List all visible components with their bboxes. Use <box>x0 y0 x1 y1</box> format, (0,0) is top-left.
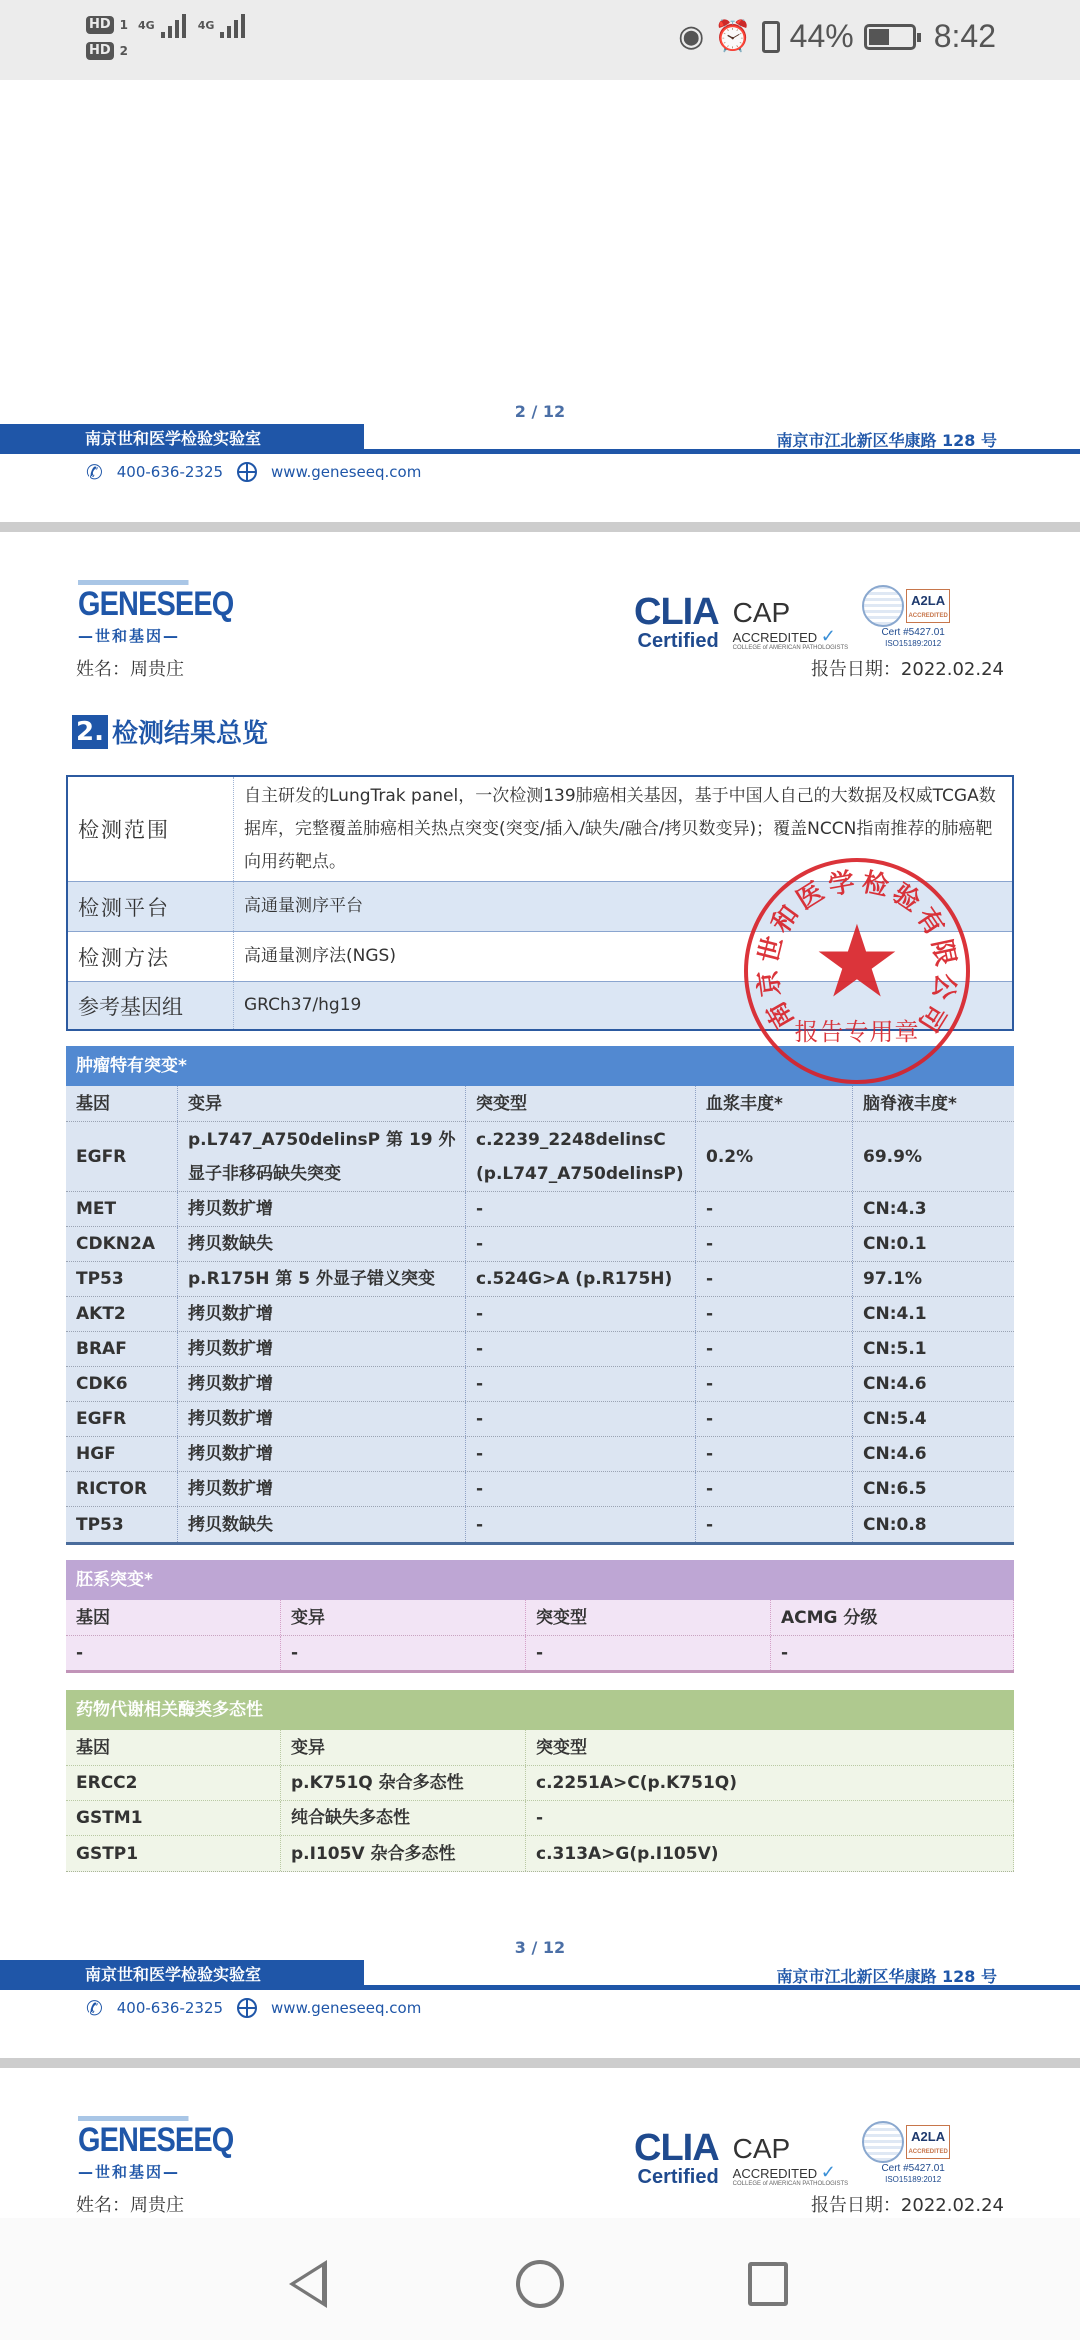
table-row: BRAF 拷贝数扩增 - - CN:5.1 <box>66 1332 1014 1367</box>
section-heading: 检测结果总览 <box>111 719 268 749</box>
table-row: TP53 p.R175H 第 5 外显子错义突变 c.524G>A (p.R175H) - 97.1% <box>66 1262 1014 1297</box>
table-header-row: 基因 变异 突变型 ACMG 分级 <box>66 1600 1014 1636</box>
clia-logo: CLIA Certified <box>634 591 719 652</box>
globe-icon <box>237 462 257 482</box>
certification-logos <box>634 585 958 651</box>
section-number: 2. <box>72 715 108 749</box>
navigation-bar <box>0 2218 1080 2340</box>
section-title <box>72 713 268 750</box>
table-row: CDKN2A 拷贝数缺失 - - CN:0.1 <box>66 1227 1014 1262</box>
footer-contact <box>86 460 421 484</box>
footer-address: 南京市江北新区华康路 128 号 <box>776 431 997 450</box>
footer-lab-name: 南京世和医学检验实验室 <box>0 1960 364 1990</box>
report-date: 报告日期：2022.02.24 <box>810 2195 1004 2216</box>
info-row-scope: 检测范围 自主研发的LungTrak panel，一次检测139肺癌相关基因，基于中国人自己的大数据及权威TCGA数据库，完整覆盖肺癌相关热点突变(突变/插入/缺失/融合/拷贝数变异)；覆盖NCCN指南推荐的肺癌靶向用药靶点。 <box>68 777 1012 881</box>
battery-icon <box>864 24 916 50</box>
table-row: - - - - <box>66 1636 1014 1670</box>
table-title: 肿瘤特有突变* <box>66 1046 1014 1086</box>
page-number: 3 / 12 <box>514 1938 566 1957</box>
stamp-bottom-text: 报告专用章 <box>794 1018 920 1046</box>
star-icon: ★ <box>812 903 902 1021</box>
table-row: HGF 拷贝数扩增 - - CN:4.6 <box>66 1437 1014 1472</box>
phone-icon: ✆ <box>86 460 103 484</box>
cap-logo: CAP ACCREDITED ✓ COLLEGE of AMERICAN PATHOLOGISTS <box>732 597 849 651</box>
hd-badge-1: HD <box>86 16 114 34</box>
alarm-icon: ⏰ <box>714 20 752 53</box>
table-row: CDK6 拷贝数扩增 - - CN:4.6 <box>66 1367 1014 1402</box>
table-row: AKT2 拷贝数扩增 - - CN:4.1 <box>66 1297 1014 1332</box>
drug-metabolism-table <box>66 1690 1014 1872</box>
recents-button[interactable] <box>748 2262 788 2306</box>
phone-icon: ✆ <box>86 1996 103 2020</box>
certification-logos <box>634 2121 958 2187</box>
globe-icon <box>237 1998 257 2018</box>
germline-mutation-table <box>66 1560 1014 1673</box>
status-bar <box>0 0 1080 80</box>
footer-contact <box>86 1996 421 2020</box>
cap-logo: CAP ACCREDITED ✓ COLLEGE of AMERICAN PATHOLOGISTS <box>732 2133 849 2187</box>
vibrate-icon <box>762 21 780 53</box>
signal-strength-icon-1 <box>161 12 186 38</box>
page-separator <box>0 522 1080 532</box>
footer-website[interactable]: www.geneseeq.com <box>271 463 422 481</box>
table-title: 药物代谢相关酶类多态性 <box>66 1690 1014 1730</box>
ilac-a2la-logo: A2LA ACCREDITED Cert #5427.01 ISO15189:2012 <box>862 2121 958 2187</box>
back-button[interactable] <box>289 2260 327 2308</box>
table-header-row: 基因 变异 突变型 <box>66 1730 1014 1766</box>
tumor-mutation-table <box>66 1046 1014 1545</box>
signal-group: HD 1 4G 4G HD 2 <box>86 12 245 60</box>
table-row: GSTP1 p.I105V 杂合多态性 c.313A>G(p.I105V) <box>66 1836 1014 1871</box>
info-row-platform: 检测平台 高通量测序平台 <box>68 881 1012 931</box>
report-date: 报告日期：2022.02.24 <box>810 659 1004 680</box>
home-button[interactable] <box>516 2260 564 2308</box>
patient-name: 姓名：周贵庄 <box>76 2195 184 2216</box>
table-row: EGFR 拷贝数扩增 - - CN:5.4 <box>66 1402 1014 1437</box>
footer-website[interactable]: www.geneseeq.com <box>271 1999 422 2017</box>
signal-strength-icon-2 <box>220 12 245 38</box>
page-separator <box>0 2058 1080 2068</box>
table-row: RICTOR 拷贝数扩增 - - CN:6.5 <box>66 1472 1014 1507</box>
footer-phone: 400-636-2325 <box>116 463 224 481</box>
footer-phone: 400-636-2325 <box>116 1999 224 2017</box>
page-number: 2 / 12 <box>514 402 566 421</box>
clock: 8:42 <box>933 18 996 54</box>
clia-logo: CLIA Certified <box>634 2127 719 2188</box>
geneseeq-logo: GENESEEQ —世和基因— <box>78 2116 208 2182</box>
info-row-reference-genome: 参考基因组 GRCh37/hg19 <box>68 981 1012 1029</box>
ilac-a2la-logo: A2LA ACCREDITED Cert #5427.01 ISO15189:2012 <box>862 585 958 651</box>
patient-name: 姓名：周贵庄 <box>76 659 184 680</box>
status-right <box>678 18 996 55</box>
table-row: MET 拷贝数扩增 - - CN:4.3 <box>66 1192 1014 1227</box>
table-row: EGFR p.L747_A750delinsP 第 19 外显子非移码缺失突变 c.2239_2248delinsC (p.L747_A750delinsP) 0.2% 69.9% <box>66 1122 1014 1192</box>
hd-badge-2: HD <box>86 42 114 60</box>
table-row: GSTM1 纯合缺失多态性 - <box>66 1801 1014 1836</box>
table-row: TP53 拷贝数缺失 - - CN:0.8 <box>66 1507 1014 1542</box>
table-title: 胚系突变* <box>66 1560 1014 1600</box>
eye-comfort-icon: ◉ <box>678 20 705 53</box>
battery-percent: 44% <box>789 18 854 54</box>
table-header-row: 基因 变异 突变型 血浆丰度* 脑脊液丰度* <box>66 1086 1014 1122</box>
footer-lab-name: 南京世和医学检验实验室 <box>0 424 364 454</box>
table-row: ERCC2 p.K751Q 杂合多态性 c.2251A>C(p.K751Q) <box>66 1766 1014 1801</box>
info-row-method: 检测方法 高通量测序法(NGS) <box>68 931 1012 981</box>
geneseeq-logo: GENESEEQ —世和基因— <box>78 580 208 646</box>
official-seal-stamp: 南 京 世 和 医 学 检 验 有 限 公 司 ★ 报告专用章 <box>744 858 970 1084</box>
footer-address: 南京市江北新区华康路 128 号 <box>776 1967 997 1986</box>
